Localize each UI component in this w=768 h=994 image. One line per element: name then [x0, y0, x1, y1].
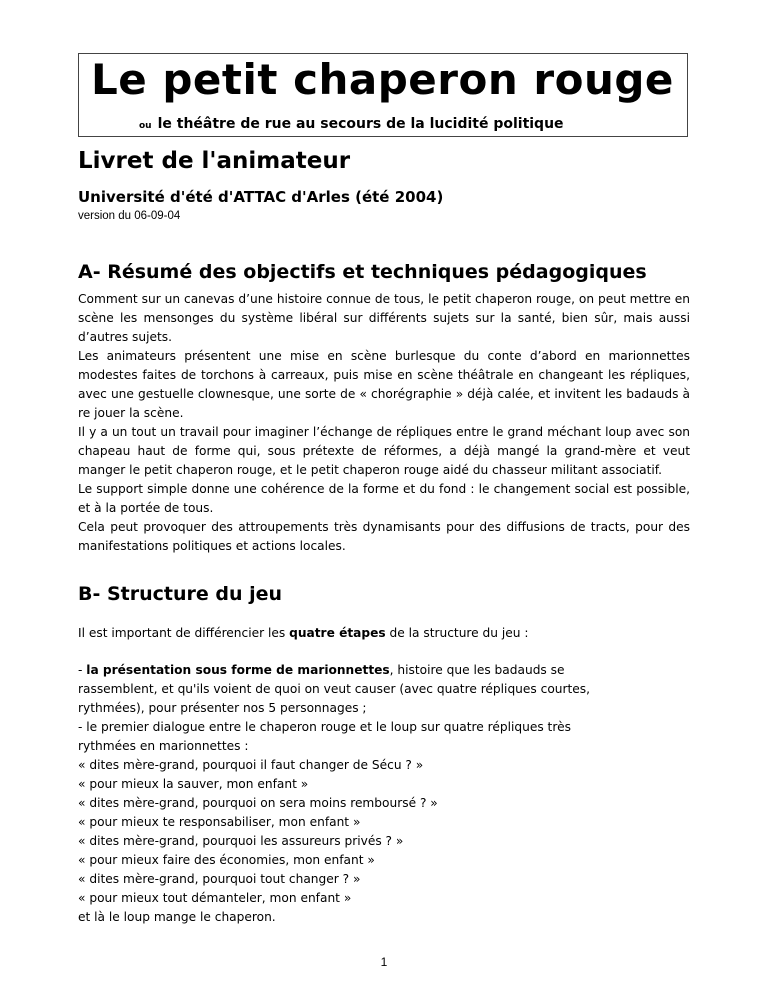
step-bold: la présentation sous forme de marionnettes — [86, 663, 390, 677]
dialogue-line: « pour mieux te responsabiliser, mon enfant » — [78, 815, 361, 829]
dialogue-line: « pour mieux la sauver, mon enfant » — [78, 777, 309, 791]
intro-text-end: de la structure du jeu : — [385, 626, 529, 640]
step-line: - le premier dialogue entre le chaperon rouge et le loup sur quatre répliques très — [78, 720, 571, 734]
page-number: 1 — [380, 955, 388, 969]
section-a-body — [78, 290, 690, 556]
section-a-heading: A- Résumé des objectifs et techniques pédagogiques — [78, 261, 647, 283]
subtitle-ou: ou — [139, 121, 152, 131]
dialogue-line: « dites mère-grand, pourquoi tout changer ? » — [78, 872, 361, 886]
step-dash: - — [78, 663, 87, 677]
paragraph: Cela peut provoquer des attroupements très dynamisants pour des diffusions de tracts, pour des manifestations politiques et actions locales. — [78, 520, 690, 553]
dialogue-line: « dites mère-grand, pourquoi les assureurs privés ? » — [78, 834, 404, 848]
dialogue-line: « pour mieux faire des économies, mon enfant » — [78, 853, 375, 867]
step-text: , histoire que les badauds se — [389, 663, 565, 677]
step-line — [78, 661, 690, 680]
title-box — [78, 53, 688, 137]
closing-line: et là le loup mange le chaperon. — [78, 910, 276, 924]
step-line: rythmées en marionnettes : — [78, 739, 249, 753]
intro-text: Il est important de différencier les — [78, 626, 290, 640]
university-heading: Université d'été d'ATTAC d'Arles (été 2004) — [78, 188, 444, 206]
intro-bold: quatre étapes — [289, 626, 386, 640]
document-subtitle — [139, 116, 564, 132]
document-title: Le petit chaperon rouge — [91, 55, 674, 104]
subtitle-text: le théâtre de rue au secours de la lucidité politique — [157, 116, 564, 132]
section-b-intro — [78, 624, 690, 643]
section-b-heading: B- Structure du jeu — [78, 583, 283, 605]
section-b-steps — [78, 661, 690, 927]
step-line: rythmées), pour présenter nos 5 personnages ; — [78, 701, 367, 715]
paragraph: Les animateurs présentent une mise en scène burlesque du conte d’abord en marionnettes modestes faites de torchons à carreaux, puis mise en scène théâtrale en changeant les répliques, avec une gestuelle clownesque, une sorte de « chorégraphie » déjà calée, et invitent les badauds à re jouer la scène. — [78, 349, 690, 420]
dialogue-line: « dites mère-grand, pourquoi on sera moins remboursé ? » — [78, 796, 438, 810]
dialogue-line: « dites mère-grand, pourquoi il faut changer de Sécu ? » — [78, 758, 424, 772]
dialogue-line: « pour mieux tout démanteler, mon enfant » — [78, 891, 352, 905]
paragraph: Comment sur un canevas d’une histoire connue de tous, le petit chaperon rouge, on peut mettre en scène les mensonges du système libéral sur différents sujets sur la santé, bien sûr, mais aussi d’autres sujets. — [78, 292, 690, 344]
paragraph: Il y a un tout un travail pour imaginer l’échange de répliques entre le grand méchant loup avec son chapeau haut de forme qui, sous prétexte de réformes, a déjà mangé la grand-mère et veut manger le petit chaperon rouge, et le petit chaperon rouge aidé du chasseur militant associatif. — [78, 425, 690, 477]
step-line: rassemblent, et qu'ils voient de quoi on veut causer (avec quatre répliques courtes, — [78, 682, 591, 696]
version-note: version du 06-09-04 — [78, 210, 181, 222]
livret-heading: Livret de l'animateur — [78, 148, 351, 174]
paragraph: Le support simple donne une cohérence de la forme et du fond : le changement social est possible, et à la portée de tous. — [78, 482, 690, 515]
